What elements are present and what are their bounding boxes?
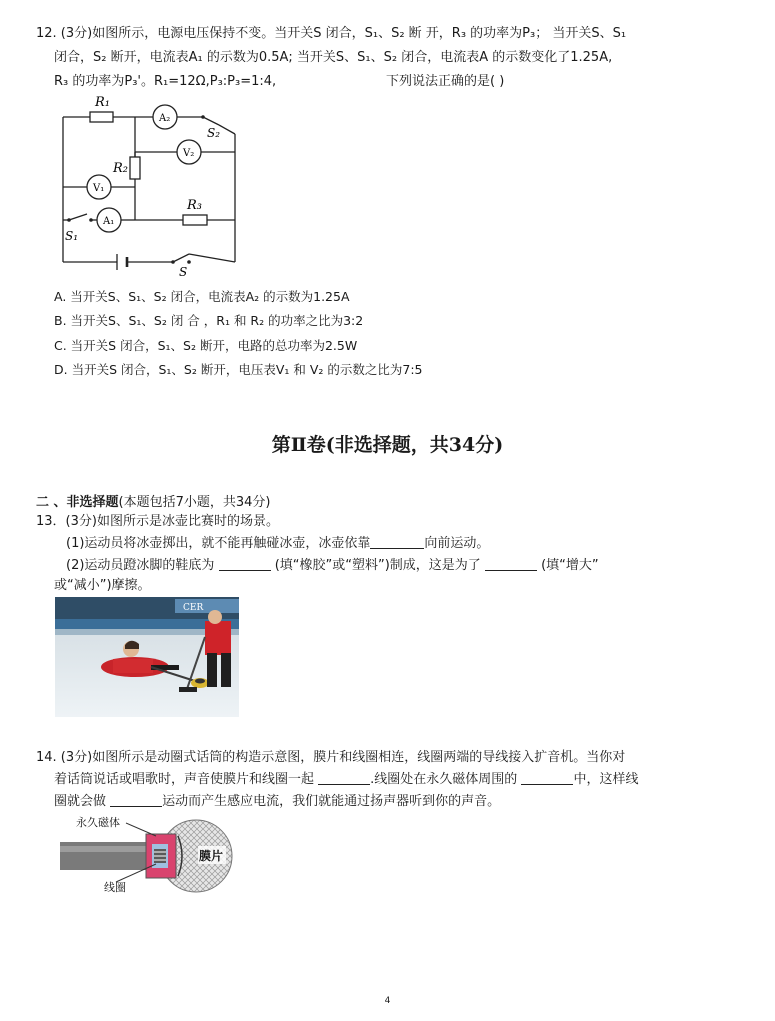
label-coil: 线圈: [104, 881, 126, 894]
q14-blank-1[interactable]: [318, 770, 370, 785]
label-magnet: 永久磁体: [76, 816, 120, 829]
q14-line-3b: 运动而产生感应电流，我们就能通过扬声器听到你的声音。: [162, 794, 501, 809]
q14-line-2: [54, 770, 638, 790]
q13-stem: 13．(3分)如图所示是冰壶比赛时的场景。: [36, 514, 279, 529]
microphone-diagram: [56, 814, 236, 894]
q13-sub2-middle: (填“橡胶”或“塑料”)制成，这是为了: [274, 558, 481, 573]
q14-line-1: 14. (3分)如图所示是动圈式话筒的构造示意图，膜片和线圈相连，线圈两端的导线接入扩音机。当你对: [36, 750, 626, 765]
q13-sub2-text: (2)运动员蹬冰脚的鞋底为: [66, 558, 215, 573]
q13-blank-1[interactable]: [370, 534, 424, 549]
q13-blank-3[interactable]: [485, 556, 537, 571]
q12-option-a: A. 当开关S、S₁、S₂ 闭合，电流表A₂ 的示数为1.25A: [54, 289, 350, 304]
section-note: (本题包括7小题，共34分): [118, 495, 271, 510]
q12-line-1: 12. (3分)如图所示，电源电压保持不变。当开关S 闭合，S₁、S₂ 断 开，R₃ 的功率为P₃； 当开关S、S₁: [36, 26, 627, 41]
q12-line-3b: 下列说法正确的是( ): [386, 74, 505, 89]
label-s: S: [179, 265, 188, 279]
label-diaphragm: 膜片: [199, 849, 224, 863]
part2-title: 第Ⅱ卷(非选择题，共34分): [271, 434, 504, 456]
q12-circuit-diagram: [55, 92, 245, 280]
q12-line-3a: R₃ 的功率为P₃'。R₁=12Ω,P₃:P₃=1:4,: [54, 74, 277, 89]
label-a2: A₂: [159, 113, 171, 124]
q13-blank-2[interactable]: [219, 556, 271, 571]
label-a1: A₁: [103, 216, 115, 227]
q13-sub2-option: (填“增大”: [541, 558, 599, 573]
label-r2: R₂: [113, 161, 128, 176]
section-label: 二 、非选择题: [36, 495, 119, 510]
q12-option-c: C. 当开关S 闭合，S₁、S₂ 断开，电路的总功率为2.5W: [54, 338, 358, 353]
q12-line-2: 闭合，S₂ 断开，电流表A₁ 的示数为0.5A; 当开关S、S₁、S₂ 闭合，电流表A 的示数变化了1.25A,: [54, 50, 613, 65]
label-r3: R₃: [187, 198, 202, 213]
q14-line-2a: 着话筒说话或唱歌时，声音使膜片和线圈一起: [54, 772, 315, 787]
q13-sub2-end: 或“减小”)摩擦。: [54, 578, 151, 593]
label-r1: R₁: [95, 95, 110, 110]
q14-line-2c: 中，这样线: [573, 772, 639, 787]
q13-sub1-tail: 向前运动。: [424, 536, 490, 551]
q14-line-3a: 圈就会做: [54, 794, 107, 809]
curling-photo: [55, 597, 239, 717]
label-v1: V₁: [93, 183, 105, 194]
photo-banner: CER: [183, 603, 204, 613]
q14-line-3: [54, 792, 500, 812]
q14-blank-2[interactable]: [521, 770, 573, 785]
label-s2: S₂: [207, 126, 221, 140]
q13-sub2: [66, 556, 599, 576]
q14-blank-3[interactable]: [110, 792, 162, 807]
q12-option-d: D. 当开关S 闭合，S₁、S₂ 断开，电压表V₁ 和 V₂ 的示数之比为7:5: [54, 362, 423, 377]
q13-sub1: [66, 534, 489, 554]
q12-option-b: B. 当开关S、S₁、S₂ 闭 合 ，R₁ 和 R₂ 的功率之比为3:2: [54, 313, 364, 328]
section-heading: [36, 491, 271, 510]
q13-sub1-text: (1)运动员将冰壶掷出，就不能再触碰冰壶，冰壶依靠: [66, 536, 371, 551]
page-number: 4: [384, 996, 391, 1006]
label-s1: S₁: [65, 229, 79, 243]
label-v2: V₂: [183, 148, 195, 159]
q14-line-2b: .线圈处在永久磁体周围的: [370, 772, 518, 787]
